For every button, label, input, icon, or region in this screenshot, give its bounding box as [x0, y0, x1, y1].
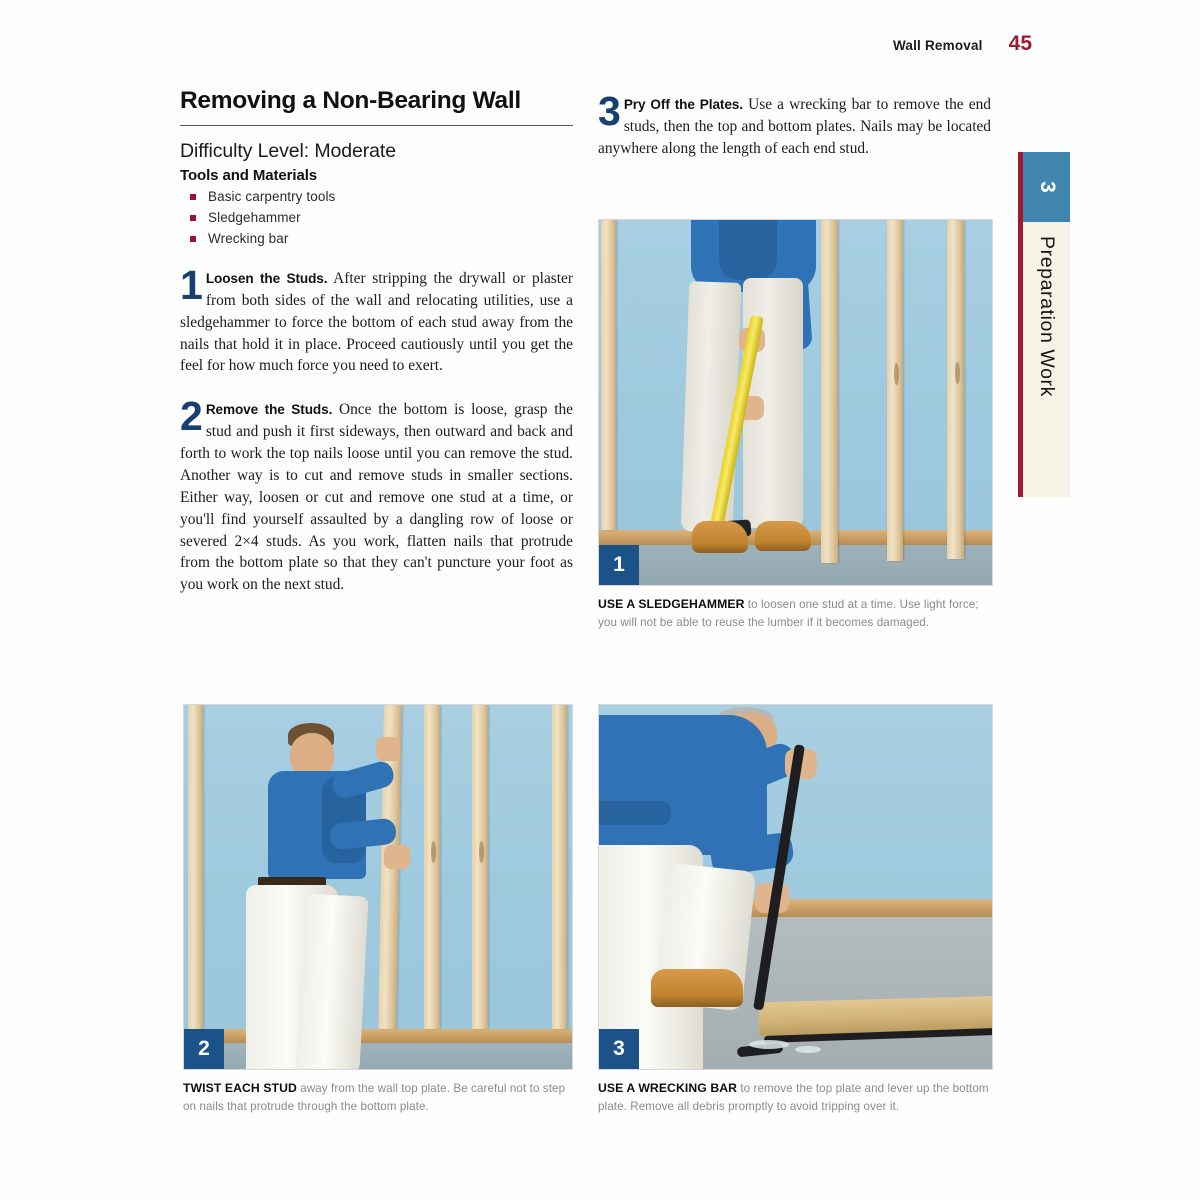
figure-1-photo [598, 219, 993, 586]
list-item: Wrecking bar [190, 231, 573, 246]
running-head [893, 32, 1032, 56]
article-title: Removing a Non-Bearing Wall [180, 87, 521, 114]
figure-3-caption-rest: to remove the top plate and lever up the bottom plate. Remove all debris promptly to avoid tripping over it. [598, 1082, 989, 1113]
stud [821, 220, 838, 563]
step-1 [180, 261, 573, 377]
chapter-label: Preparation Work [1036, 236, 1058, 397]
step-1-number: 1 [180, 261, 203, 308]
step-3-body: Use a wrecking bar to remove the end studs, then the top and bottom plates. Nails may be located anywhere along the length of each end stud. [598, 96, 991, 157]
debris [749, 1040, 789, 1049]
figure-3-caption [598, 1079, 993, 1116]
worker-boot [651, 969, 743, 1007]
step-2-number: 2 [180, 393, 203, 440]
step-1-lead: Loosen the Studs. [205, 270, 328, 286]
figure-1-caption [598, 595, 993, 632]
photo-scene-twist-stud [184, 705, 572, 1069]
figure-1-badge: 1 [599, 545, 639, 585]
figure-3-photo [598, 704, 993, 1070]
step-3 [598, 88, 991, 160]
chapter-thumb-tab [1018, 152, 1070, 497]
figure-2-photo [183, 704, 573, 1070]
figure-2-caption [183, 1079, 573, 1116]
step-3-number: 3 [598, 88, 621, 134]
chapter-number-box [1023, 152, 1070, 222]
step-2-lead: Remove the Studs. [205, 402, 333, 418]
photo-scene-sledgehammer [599, 220, 992, 585]
figure-3-badge: 3 [599, 1029, 639, 1069]
worker-torso-shadow [599, 801, 671, 825]
right-column [598, 88, 991, 175]
difficulty-level: Difficulty Level: Moderate [180, 139, 396, 162]
figure-2-caption-lead: TWIST EACH STUD [183, 1081, 297, 1095]
worker-leg-front [295, 893, 368, 1070]
step-2-body: Once the bottom is loose, grasp the stud and push it first sideways, then outward and back and forth to work the top nails loose until you can remove the stud. Another way is to cut and remove studs in smaller sections. Either way, loosen or cut and remove one stud at a time, or you'll find yourself assaulted by a dangling row of loose or severed 2×4 studs. As you work, flatten nails that protrude from the bottom plate so that they can't puncture your foot as you work on the next stud. [180, 401, 574, 594]
figure-1 [598, 219, 993, 632]
worker-hand-upper [376, 737, 400, 761]
worker-boot-left [692, 521, 748, 553]
figure-1-caption-lead: USE A SLEDGEHAMMER [598, 597, 745, 611]
figure-1-caption-rest: to loosen one stud at a time. Use light force; you will not be able to reuse the lumber if it becomes damaged. [598, 598, 979, 629]
title-rule [180, 125, 573, 126]
worker-boot-right [755, 521, 811, 551]
floor [184, 1043, 572, 1069]
worker-hand-lower [384, 845, 410, 869]
photo-scene-wrecking-bar [599, 705, 992, 1069]
stud [188, 705, 203, 1029]
worker-torso-shadow [719, 220, 777, 280]
left-column [180, 88, 573, 612]
debris [795, 1046, 821, 1053]
step-3-lead: Pry Off the Plates. [623, 97, 743, 112]
figure-3-caption-lead: USE A WRECKING BAR [598, 1081, 738, 1095]
step-1-body: After stripping the drywall or plaster from both sides of the wall and relocating utilities, use a sledgehammer to force the bottom of each stud away from the nails that hold it in place. Proceed cautiously until you get the feel for how much force you need to exert. [180, 269, 573, 375]
figure-2-caption-rest: away from the wall top plate. Be careful not to step on nails that protrude through the bottom plate. [183, 1082, 566, 1113]
step-2 [180, 393, 574, 596]
figure-2 [183, 704, 573, 1116]
stud [601, 220, 616, 530]
chapter-label-box [1023, 222, 1070, 497]
running-head-title: Wall Removal [892, 38, 983, 53]
chapter-number: 3 [1035, 181, 1059, 193]
stud [424, 705, 440, 1029]
list-item: Basic carpentry tools [190, 189, 573, 204]
figure-3 [598, 704, 993, 1116]
stud [887, 220, 903, 561]
stud [947, 220, 964, 559]
tools-heading: Tools and Materials [180, 166, 318, 184]
stud [472, 705, 488, 1029]
list-item: Sledgehammer [190, 210, 573, 225]
tools-list [190, 189, 573, 246]
figure-2-badge: 2 [184, 1029, 224, 1069]
bottom-plate [184, 1029, 572, 1043]
page-number: 45 [1008, 32, 1032, 55]
stud [552, 705, 567, 1029]
